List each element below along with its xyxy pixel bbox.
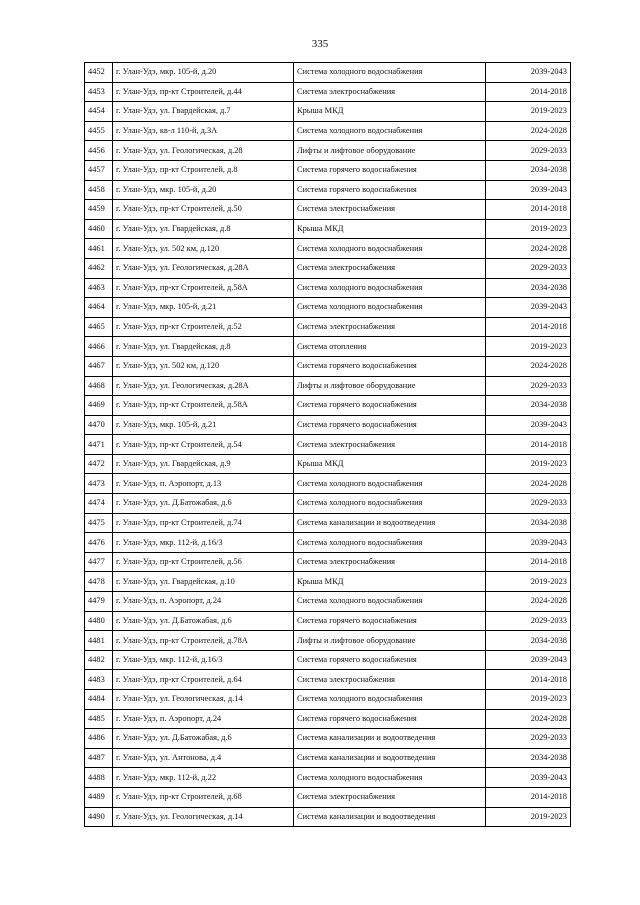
system-cell: Система холодного водоснабжения: [294, 298, 486, 318]
system-cell: Система горячего водоснабжения: [294, 650, 486, 670]
row-number: 4490: [85, 807, 113, 827]
row-number: 4466: [85, 337, 113, 357]
system-cell: Система электроснабжения: [294, 787, 486, 807]
period-cell: 2024-2028: [486, 474, 571, 494]
period-cell: 2014-2018: [486, 200, 571, 220]
row-number: 4470: [85, 415, 113, 435]
period-cell: 2014-2018: [486, 317, 571, 337]
period-cell: 2014-2018: [486, 435, 571, 455]
system-cell: Система холодного водоснабжения: [294, 239, 486, 259]
address-cell: г. Улан-Удэ, мкр. 112-й, д.16/3: [113, 650, 294, 670]
address-cell: г. Улан-Удэ, пр-кт Строителей, д.56: [113, 552, 294, 572]
system-cell: Система холодного водоснабжения: [294, 494, 486, 514]
address-cell: г. Улан-Удэ, ул. Гвардейская, д.8: [113, 219, 294, 239]
system-cell: Система электроснабжения: [294, 82, 486, 102]
address-cell: г. Улан-Удэ, кв-л 110-й, д.3А: [113, 121, 294, 141]
row-number: 4460: [85, 219, 113, 239]
housing-repair-table: [84, 62, 571, 827]
period-cell: 2034-2038: [486, 748, 571, 768]
table-row: [85, 690, 571, 710]
period-cell: 2039-2043: [486, 650, 571, 670]
row-number: 4474: [85, 494, 113, 514]
address-cell: г. Улан-Удэ, ул. Геологическая, д.28: [113, 141, 294, 161]
period-cell: 2039-2043: [486, 180, 571, 200]
table-row: [85, 317, 571, 337]
row-number: 4479: [85, 592, 113, 612]
system-cell: Система электроснабжения: [294, 670, 486, 690]
row-number: 4456: [85, 141, 113, 161]
row-number: 4465: [85, 317, 113, 337]
system-cell: Система холодного водоснабжения: [294, 121, 486, 141]
period-cell: 2024-2028: [486, 121, 571, 141]
table-row: [85, 768, 571, 788]
system-cell: Система электроснабжения: [294, 552, 486, 572]
row-number: 4462: [85, 258, 113, 278]
row-number: 4467: [85, 356, 113, 376]
row-number: 4477: [85, 552, 113, 572]
row-number: 4461: [85, 239, 113, 259]
table-row: [85, 729, 571, 749]
address-cell: г. Улан-Удэ, ул. Антонова, д.4: [113, 748, 294, 768]
system-cell: Крыша МКД: [294, 454, 486, 474]
page-number: 335: [311, 38, 329, 50]
period-cell: 2014-2018: [486, 552, 571, 572]
address-cell: г. Улан-Удэ, ул. 502 км, д.120: [113, 239, 294, 259]
table-row: [85, 513, 571, 533]
table-row: [85, 239, 571, 259]
row-number: 4473: [85, 474, 113, 494]
table-row: [85, 592, 571, 612]
system-cell: Система электроснабжения: [294, 317, 486, 337]
table-row: [85, 82, 571, 102]
table-row: [85, 435, 571, 455]
address-cell: г. Улан-Удэ, пр-кт Строителей, д.50: [113, 200, 294, 220]
row-number: 4480: [85, 611, 113, 631]
period-cell: 2024-2028: [486, 709, 571, 729]
table-row: [85, 807, 571, 827]
row-number: 4472: [85, 454, 113, 474]
address-cell: г. Улан-Удэ, пр-кт Строителей, д.54: [113, 435, 294, 455]
address-cell: г. Улан-Удэ, ул. 502 км, д.120: [113, 356, 294, 376]
table-row: [85, 258, 571, 278]
period-cell: 2014-2018: [486, 82, 571, 102]
row-number: 4475: [85, 513, 113, 533]
address-cell: г. Улан-Удэ, пр-кт Строителей, д.8: [113, 160, 294, 180]
address-cell: г. Улан-Удэ, пр-кт Строителей, д.58А: [113, 396, 294, 416]
system-cell: Система горячего водоснабжения: [294, 180, 486, 200]
system-cell: Система холодного водоснабжения: [294, 63, 486, 83]
period-cell: 2034-2038: [486, 513, 571, 533]
address-cell: г. Улан-Удэ, п. Аэропорт, д.13: [113, 474, 294, 494]
address-cell: г. Улан-Удэ, ул. Гвардейская, д.7: [113, 102, 294, 122]
table-row: [85, 415, 571, 435]
period-cell: 2029-2033: [486, 494, 571, 514]
address-cell: г. Улан-Удэ, мкр. 112-й, д.22: [113, 768, 294, 788]
row-number: 4488: [85, 768, 113, 788]
period-cell: 2034-2038: [486, 396, 571, 416]
table-row: [85, 474, 571, 494]
row-number: 4469: [85, 396, 113, 416]
table-row: [85, 552, 571, 572]
row-number: 4485: [85, 709, 113, 729]
row-number: 4487: [85, 748, 113, 768]
table-row: [85, 121, 571, 141]
period-cell: 2019-2023: [486, 572, 571, 592]
row-number: 4484: [85, 690, 113, 710]
period-cell: 2034-2038: [486, 631, 571, 651]
table-row: [85, 200, 571, 220]
table-row: [85, 670, 571, 690]
row-number: 4478: [85, 572, 113, 592]
system-cell: Система горячего водоснабжения: [294, 709, 486, 729]
address-cell: г. Улан-Удэ, ул. Геологическая, д.28А: [113, 376, 294, 396]
period-cell: 2019-2023: [486, 219, 571, 239]
table-row: [85, 572, 571, 592]
address-cell: г. Улан-Удэ, мкр. 105-й, д.20: [113, 63, 294, 83]
system-cell: Крыша МКД: [294, 219, 486, 239]
system-cell: Система холодного водоснабжения: [294, 690, 486, 710]
table-row: [85, 748, 571, 768]
address-cell: г. Улан-Удэ, пр-кт Строителей, д.68: [113, 787, 294, 807]
row-number: 4476: [85, 533, 113, 553]
row-number: 4483: [85, 670, 113, 690]
period-cell: 2039-2043: [486, 63, 571, 83]
row-number: 4455: [85, 121, 113, 141]
table-row: [85, 494, 571, 514]
address-cell: г. Улан-Удэ, ул. Геологическая, д.14: [113, 807, 294, 827]
row-number: 4452: [85, 63, 113, 83]
system-cell: Лифты и лифтовое оборудование: [294, 631, 486, 651]
address-cell: г. Улан-Удэ, п. Аэропорт, д.24: [113, 709, 294, 729]
period-cell: 2039-2043: [486, 415, 571, 435]
address-cell: г. Улан-Удэ, мкр. 105-й, д.21: [113, 298, 294, 318]
system-cell: Система горячего водоснабжения: [294, 415, 486, 435]
system-cell: Система холодного водоснабжения: [294, 474, 486, 494]
row-number: 4482: [85, 650, 113, 670]
system-cell: Лифты и лифтовое оборудование: [294, 376, 486, 396]
row-number: 4468: [85, 376, 113, 396]
table-row: [85, 396, 571, 416]
period-cell: 2019-2023: [486, 807, 571, 827]
period-cell: 2014-2018: [486, 787, 571, 807]
period-cell: 2034-2038: [486, 278, 571, 298]
period-cell: 2019-2023: [486, 454, 571, 474]
address-cell: г. Улан-Удэ, ул. Геологическая, д.14: [113, 690, 294, 710]
table-row: [85, 787, 571, 807]
system-cell: Система канализации и водоотведения: [294, 748, 486, 768]
period-cell: 2019-2023: [486, 337, 571, 357]
table-row: [85, 278, 571, 298]
table-row: [85, 454, 571, 474]
system-cell: Система холодного водоснабжения: [294, 533, 486, 553]
row-number: 4453: [85, 82, 113, 102]
period-cell: 2029-2033: [486, 141, 571, 161]
table-row: [85, 376, 571, 396]
table-row: [85, 298, 571, 318]
system-cell: Система электроснабжения: [294, 200, 486, 220]
row-number: 4471: [85, 435, 113, 455]
period-cell: 2029-2033: [486, 729, 571, 749]
row-number: 4489: [85, 787, 113, 807]
period-cell: 2029-2033: [486, 611, 571, 631]
address-cell: г. Улан-Удэ, пр-кт Строителей, д.58А: [113, 278, 294, 298]
address-cell: г. Улан-Удэ, ул. Гвардейская, д.10: [113, 572, 294, 592]
system-cell: Система холодного водоснабжения: [294, 278, 486, 298]
row-number: 4481: [85, 631, 113, 651]
row-number: 4464: [85, 298, 113, 318]
system-cell: Система отопления: [294, 337, 486, 357]
address-cell: г. Улан-Удэ, мкр. 112-й, д.16/3: [113, 533, 294, 553]
system-cell: Система горячего водоснабжения: [294, 396, 486, 416]
table-row: [85, 337, 571, 357]
row-number: 4459: [85, 200, 113, 220]
system-cell: Крыша МКД: [294, 102, 486, 122]
table-row: [85, 180, 571, 200]
system-cell: Система холодного водоснабжения: [294, 592, 486, 612]
table-row: [85, 611, 571, 631]
table-row: [85, 631, 571, 651]
table-row: [85, 160, 571, 180]
period-cell: 2039-2043: [486, 768, 571, 788]
system-cell: Система электроснабжения: [294, 435, 486, 455]
system-cell: Система горячего водоснабжения: [294, 356, 486, 376]
table-row: [85, 356, 571, 376]
address-cell: г. Улан-Удэ, ул. Д.Батожабая, д.6: [113, 611, 294, 631]
system-cell: Крыша МКД: [294, 572, 486, 592]
period-cell: 2024-2028: [486, 356, 571, 376]
row-number: 4457: [85, 160, 113, 180]
period-cell: 2029-2033: [486, 258, 571, 278]
period-cell: 2039-2043: [486, 533, 571, 553]
table-row: [85, 63, 571, 83]
period-cell: 2034-2038: [486, 160, 571, 180]
row-number: 4486: [85, 729, 113, 749]
row-number: 4458: [85, 180, 113, 200]
table-body: [85, 63, 571, 827]
table-row: [85, 141, 571, 161]
system-cell: Система электроснабжения: [294, 258, 486, 278]
address-cell: г. Улан-Удэ, ул. Геологическая, д.28А: [113, 258, 294, 278]
period-cell: 2014-2018: [486, 670, 571, 690]
period-cell: 2029-2033: [486, 376, 571, 396]
address-cell: г. Улан-Удэ, ул. Гвардейская, д.8: [113, 337, 294, 357]
system-cell: Система горячего водоснабжения: [294, 160, 486, 180]
address-cell: г. Улан-Удэ, пр-кт Строителей, д.52: [113, 317, 294, 337]
system-cell: Лифты и лифтовое оборудование: [294, 141, 486, 161]
system-cell: Система канализации и водоотведения: [294, 807, 486, 827]
address-cell: г. Улан-Удэ, пр-кт Строителей, д.44: [113, 82, 294, 102]
address-cell: г. Улан-Удэ, пр-кт Строителей, д.74: [113, 513, 294, 533]
system-cell: Система холодного водоснабжения: [294, 768, 486, 788]
row-number: 4463: [85, 278, 113, 298]
address-cell: г. Улан-Удэ, ул. Д.Батожабая, д.6: [113, 729, 294, 749]
address-cell: г. Улан-Удэ, п. Аэропорт, д.24: [113, 592, 294, 612]
address-cell: г. Улан-Удэ, ул. Гвардейская, д.9: [113, 454, 294, 474]
table-row: [85, 650, 571, 670]
period-cell: 2039-2043: [486, 298, 571, 318]
row-number: 4454: [85, 102, 113, 122]
address-cell: г. Улан-Удэ, пр-кт Строителей, д.78А: [113, 631, 294, 651]
table-row: [85, 219, 571, 239]
period-cell: 2019-2023: [486, 690, 571, 710]
table-row: [85, 709, 571, 729]
period-cell: 2024-2028: [486, 592, 571, 612]
period-cell: 2019-2023: [486, 102, 571, 122]
system-cell: Система канализации и водоотведения: [294, 513, 486, 533]
table-row: [85, 533, 571, 553]
system-cell: Система канализации и водоотведения: [294, 729, 486, 749]
system-cell: Система горячего водоснабжения: [294, 611, 486, 631]
address-cell: г. Улан-Удэ, мкр. 105-й, д.21: [113, 415, 294, 435]
address-cell: г. Улан-Удэ, пр-кт Строителей, д.64: [113, 670, 294, 690]
address-cell: г. Улан-Удэ, ул. Д.Батожабая, д.6: [113, 494, 294, 514]
address-cell: г. Улан-Удэ, мкр. 105-й, д.20: [113, 180, 294, 200]
table-row: [85, 102, 571, 122]
period-cell: 2024-2028: [486, 239, 571, 259]
